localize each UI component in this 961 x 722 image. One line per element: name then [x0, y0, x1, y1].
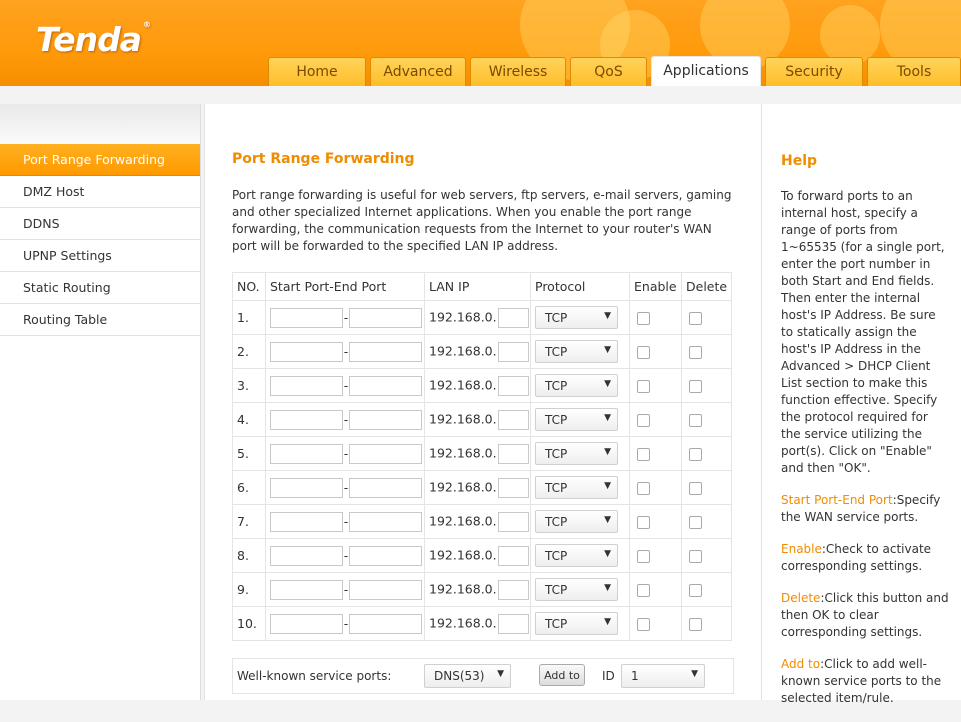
- sidebar-item-port-range-forwarding[interactable]: Port Range Forwarding: [0, 144, 200, 176]
- enable-cell: [630, 539, 682, 573]
- delete-cell: [682, 539, 732, 573]
- row-number: 3.: [233, 369, 266, 403]
- protocol-cell: [531, 437, 630, 471]
- help-intro: To forward ports to an internal host, specify a range of ports from 1~65535 (for a single port, enter the port number in both Start and End fields. Then enter the internal host's IP Address. Be sure to statically assign the host's IP Address in the Advanced > DHCP Client List section to make this function effective. Specify the protocol required for the service utilizing the port(s). Click on "Enable" and then "OK".: [781, 189, 945, 475]
- delete-checkbox[interactable]: [689, 516, 702, 529]
- help-title: Help: [781, 153, 818, 169]
- ip-last-octet-input[interactable]: [498, 444, 529, 464]
- protocol-cell: [531, 607, 630, 641]
- ip-last-octet-input[interactable]: [498, 410, 529, 430]
- header-enable: Enable: [630, 273, 682, 301]
- enable-cell: [630, 607, 682, 641]
- protocol-select[interactable]: TCP ▼: [535, 408, 618, 431]
- sidebar: [0, 104, 201, 700]
- sidebar-item-routing-table[interactable]: Routing Table: [0, 304, 200, 336]
- tab-advanced[interactable]: Advanced: [370, 57, 466, 86]
- header-ports: Start Port-End Port: [266, 273, 425, 301]
- port-range-cell: [266, 471, 425, 505]
- tab-security[interactable]: Security: [765, 57, 863, 86]
- tab-wireless[interactable]: Wireless: [470, 57, 566, 86]
- ip-prefix: 192.168.0.: [429, 377, 497, 392]
- header-protocol: Protocol: [531, 273, 630, 301]
- protocol-select[interactable]: TCP ▼: [535, 578, 618, 601]
- protocol-select[interactable]: TCP ▼: [535, 306, 618, 329]
- delete-cell: [682, 437, 732, 471]
- sidebar-item-static-routing[interactable]: Static Routing: [0, 272, 200, 304]
- top-nav: [268, 57, 961, 86]
- row-number: 5.: [233, 437, 266, 471]
- id-label: ID: [602, 669, 615, 683]
- delete-cell: [682, 573, 732, 607]
- ip-prefix: 192.168.0.: [429, 309, 497, 324]
- table-row: [233, 403, 732, 437]
- protocol-select[interactable]: TCP ▼: [535, 612, 618, 635]
- protocol-select[interactable]: TCP ▼: [535, 510, 618, 533]
- enable-checkbox[interactable]: [637, 346, 650, 359]
- ip-last-octet-input[interactable]: [498, 478, 529, 498]
- table-row: [233, 573, 732, 607]
- row-number: 9.: [233, 573, 266, 607]
- ip-prefix: 192.168.0.: [429, 479, 497, 494]
- table-row: [233, 335, 732, 369]
- protocol-cell: [531, 539, 630, 573]
- table-row: [233, 607, 732, 641]
- row-number: 4.: [233, 403, 266, 437]
- tab-applications[interactable]: Applications: [651, 56, 761, 86]
- help-panel: [762, 104, 961, 705]
- header-lan-ip: LAN IP: [425, 273, 531, 301]
- well-known-ports-row: [232, 658, 734, 694]
- port-range-cell: [266, 369, 425, 403]
- ip-prefix: 192.168.0.: [429, 411, 497, 426]
- delete-checkbox[interactable]: [689, 380, 702, 393]
- delete-cell: [682, 335, 732, 369]
- service-port-select[interactable]: DNS(53) ▼: [424, 664, 511, 688]
- enable-cell: [630, 573, 682, 607]
- port-dash: -: [343, 446, 349, 461]
- enable-checkbox[interactable]: [637, 618, 650, 631]
- end-port-input[interactable]: [349, 376, 422, 396]
- ip-last-octet-input[interactable]: [498, 342, 529, 362]
- well-known-label: Well-known service ports:: [237, 669, 392, 683]
- end-port-input[interactable]: [349, 308, 422, 328]
- enable-checkbox[interactable]: [637, 312, 650, 325]
- delete-cell: [682, 403, 732, 437]
- lan-ip-cell: [425, 369, 531, 403]
- row-number: 1.: [233, 301, 266, 335]
- start-port-input[interactable]: [270, 580, 343, 600]
- tab-tools[interactable]: Tools: [867, 57, 961, 86]
- table-row: [233, 539, 732, 573]
- help-item-ports: Start Port-End Port:Specify the WAN service ports.: [781, 493, 941, 524]
- protocol-select[interactable]: TCP ▼: [535, 544, 618, 567]
- enable-cell: [630, 471, 682, 505]
- delete-checkbox[interactable]: [689, 550, 702, 563]
- header-delete: Delete: [682, 273, 732, 301]
- delete-cell: [682, 301, 732, 335]
- delete-checkbox[interactable]: [689, 312, 702, 325]
- enable-checkbox[interactable]: [637, 448, 650, 461]
- enable-checkbox[interactable]: [637, 550, 650, 563]
- port-dash: -: [343, 310, 349, 325]
- start-port-input[interactable]: [270, 308, 343, 328]
- ip-last-octet-input[interactable]: [498, 614, 529, 634]
- lan-ip-cell: [425, 573, 531, 607]
- enable-checkbox[interactable]: [637, 516, 650, 529]
- end-port-input[interactable]: [349, 546, 422, 566]
- start-port-input[interactable]: [270, 444, 343, 464]
- ip-prefix: 192.168.0.: [429, 343, 497, 358]
- protocol-cell: [531, 471, 630, 505]
- delete-cell: [682, 505, 732, 539]
- ip-last-octet-input[interactable]: [498, 308, 529, 328]
- protocol-select[interactable]: TCP ▼: [535, 374, 618, 397]
- delete-checkbox[interactable]: [689, 414, 702, 427]
- table-row: [233, 369, 732, 403]
- enable-cell: [630, 301, 682, 335]
- port-forwarding-table: [232, 272, 732, 641]
- port-dash: -: [343, 480, 349, 495]
- help-item-delete: Delete:Click this button and then OK to clear corresponding settings.: [781, 591, 949, 639]
- protocol-select[interactable]: TCP ▼: [535, 476, 618, 499]
- ip-last-octet-input[interactable]: [498, 580, 529, 600]
- end-port-input[interactable]: [349, 342, 422, 362]
- header-divider: [0, 86, 961, 104]
- delete-cell: [682, 607, 732, 641]
- delete-cell: [682, 369, 732, 403]
- ip-prefix: 192.168.0.: [429, 547, 497, 562]
- end-port-input[interactable]: [349, 410, 422, 430]
- table-row: [233, 301, 732, 335]
- sidebar-item-ddns[interactable]: DDNS: [0, 208, 200, 240]
- lan-ip-cell: [425, 437, 531, 471]
- start-port-input[interactable]: [270, 614, 343, 634]
- help-item-enable: Enable:Check to activate corresponding settings.: [781, 542, 932, 573]
- ip-last-octet-input[interactable]: [498, 376, 529, 396]
- port-dash: -: [343, 378, 349, 393]
- port-dash: -: [343, 616, 349, 631]
- help-body: [781, 188, 949, 722]
- protocol-cell: [531, 505, 630, 539]
- row-number: 10.: [233, 607, 266, 641]
- page-description: Port range forwarding is useful for web servers, ftp servers, e-mail servers, gaming and other specialized Internet applications. When you enable the port range forwarding, the communication requests from the Internet to your router's WAN port will be forwarded to the specified LAN IP address.: [232, 188, 732, 253]
- enable-cell: [630, 369, 682, 403]
- end-port-input[interactable]: [349, 444, 422, 464]
- enable-checkbox[interactable]: [637, 584, 650, 597]
- port-range-cell: [266, 573, 425, 607]
- lan-ip-cell: [425, 607, 531, 641]
- table-row: [233, 505, 732, 539]
- sidebar-item-dmz-host[interactable]: DMZ Host: [0, 176, 200, 208]
- port-range-cell: [266, 437, 425, 471]
- header-no: NO.: [233, 273, 266, 301]
- enable-cell: [630, 403, 682, 437]
- page-title: Port Range Forwarding: [232, 151, 415, 167]
- ip-prefix: 192.168.0.: [429, 615, 497, 630]
- lan-ip-cell: [425, 471, 531, 505]
- delete-checkbox[interactable]: [689, 618, 702, 631]
- sidebar-item-upnp-settings[interactable]: UPNP Settings: [0, 240, 200, 272]
- port-range-cell: [266, 335, 425, 369]
- port-range-cell: [266, 505, 425, 539]
- end-port-input[interactable]: [349, 478, 422, 498]
- port-dash: -: [343, 548, 349, 563]
- header-banner: [0, 0, 961, 86]
- table-row: [233, 471, 732, 505]
- lan-ip-cell: [425, 539, 531, 573]
- protocol-select[interactable]: TCP ▼: [535, 340, 618, 363]
- start-port-input[interactable]: [270, 342, 343, 362]
- enable-cell: [630, 335, 682, 369]
- start-port-input[interactable]: [270, 376, 343, 396]
- enable-cell: [630, 437, 682, 471]
- port-dash: -: [343, 514, 349, 529]
- protocol-cell: [531, 573, 630, 607]
- enable-checkbox[interactable]: [637, 380, 650, 393]
- port-dash: -: [343, 344, 349, 359]
- tenda-logo: Tenda ®: [36, 20, 151, 59]
- help-item-add-to: Add to:Click to add well-known service ports to the selected item/rule.: [781, 657, 942, 705]
- port-range-cell: [266, 403, 425, 437]
- delete-checkbox[interactable]: [689, 448, 702, 461]
- port-range-cell: [266, 301, 425, 335]
- delete-checkbox[interactable]: [689, 584, 702, 597]
- delete-cell: [682, 471, 732, 505]
- port-dash: -: [343, 412, 349, 427]
- ip-prefix: 192.168.0.: [429, 513, 497, 528]
- enable-checkbox[interactable]: [637, 414, 650, 427]
- port-range-cell: [266, 539, 425, 573]
- ip-prefix: 192.168.0.: [429, 445, 497, 460]
- port-dash: -: [343, 582, 349, 597]
- start-port-input[interactable]: [270, 546, 343, 566]
- lan-ip-cell: [425, 301, 531, 335]
- protocol-cell: [531, 369, 630, 403]
- main-panel: [204, 104, 762, 700]
- delete-checkbox[interactable]: [689, 482, 702, 495]
- protocol-cell: [531, 403, 630, 437]
- end-port-input[interactable]: [349, 512, 422, 532]
- protocol-cell: [531, 335, 630, 369]
- row-number: 6.: [233, 471, 266, 505]
- protocol-cell: [531, 301, 630, 335]
- start-port-input[interactable]: [270, 410, 343, 430]
- ip-last-octet-input[interactable]: [498, 512, 529, 532]
- start-port-input[interactable]: [270, 512, 343, 532]
- tab-qos[interactable]: QoS: [570, 57, 647, 86]
- lan-ip-cell: [425, 505, 531, 539]
- port-range-cell: [266, 607, 425, 641]
- enable-checkbox[interactable]: [637, 482, 650, 495]
- start-port-input[interactable]: [270, 478, 343, 498]
- table-row: [233, 437, 732, 471]
- row-number: 7.: [233, 505, 266, 539]
- enable-cell: [630, 505, 682, 539]
- row-number: 2.: [233, 335, 266, 369]
- end-port-input[interactable]: [349, 580, 422, 600]
- row-number: 8.: [233, 539, 266, 573]
- delete-checkbox[interactable]: [689, 346, 702, 359]
- ip-last-octet-input[interactable]: [498, 546, 529, 566]
- tab-home[interactable]: Home: [268, 57, 366, 86]
- end-port-input[interactable]: [349, 614, 422, 634]
- lan-ip-cell: [425, 403, 531, 437]
- ip-prefix: 192.168.0.: [429, 581, 497, 596]
- sidebar-top-shade: [0, 104, 200, 144]
- protocol-select[interactable]: TCP ▼: [535, 442, 618, 465]
- add-to-button[interactable]: Add to: [539, 664, 585, 686]
- lan-ip-cell: [425, 335, 531, 369]
- id-select[interactable]: 1 ▼: [621, 664, 705, 688]
